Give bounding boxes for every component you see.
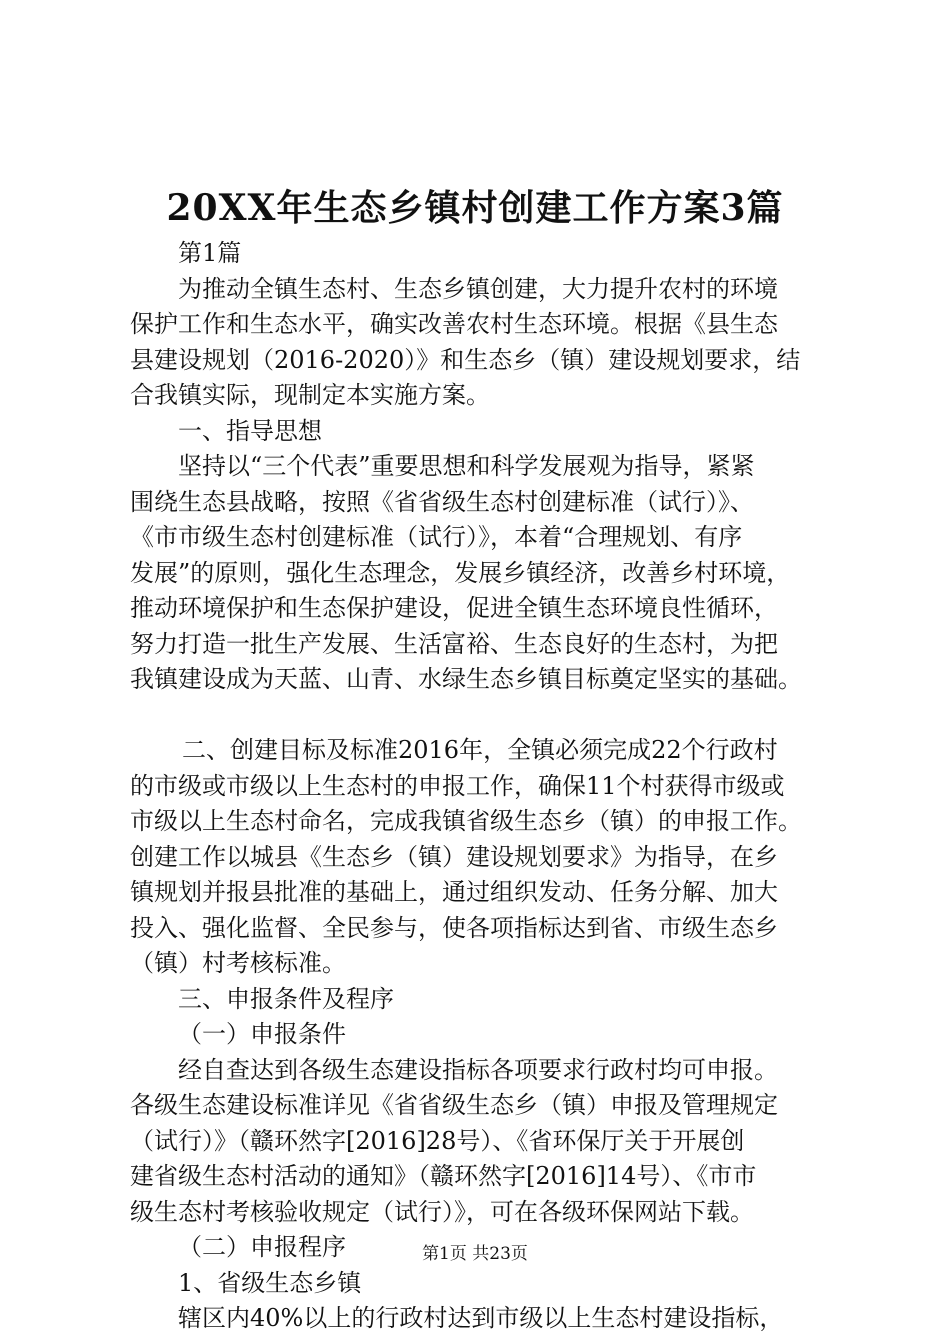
paragraph-line: （试行）》（赣环然字[2016]28号）、《省环保厅关于开展创 — [130, 1126, 745, 1155]
paragraph-line: 保护工作和生态水平，确实改善农村生态环境。根据《县生态 — [130, 310, 778, 338]
subheading-procedure: （二）申报程序 — [178, 1233, 346, 1261]
heading-application-conditions: 三、申报条件及程序 — [178, 984, 394, 1013]
paragraph-line: 为推动全镇生态村、生态乡镇创建，大力提升农村的环境 — [178, 274, 778, 303]
paragraph-line: 经自查达到各级生态建设指标各项要求行政村均可申报。 — [178, 1055, 778, 1084]
paragraph-line: 围绕生态县战略，按照《省省级生态村创建标准（试行）》、 — [130, 487, 754, 516]
paragraph-line: 努力打造一批生产发展、生活富裕、生态良好的生态村，为把 — [130, 629, 778, 658]
document-title: 20XX年生态乡镇村创建工作方案3篇 — [166, 187, 784, 229]
blank-line — [130, 698, 842, 734]
paragraph-line: 的市级或市级以上生态村的申报工作，确保11个村获得市级或 — [130, 771, 785, 800]
paragraph-line: 镇规划并报县批准的基础上，通过组织发动、任务分解、加大 — [130, 878, 778, 906]
paragraph-line: 坚持以“三个代表”重要思想和科学发展观为指导，紧紧 — [178, 452, 755, 480]
paragraph-line: 发展”的原则，强化生态理念，发展乡镇经济，改善乡村环境， — [130, 558, 791, 587]
paragraph-line: 建省级生态村活动的通知》（赣环然字[2016]14号）、《市市 — [130, 1162, 757, 1190]
section-label-part-1: 第1篇 — [178, 239, 242, 267]
heading-goals-standards: 二、创建目标及标准2016年，全镇必须完成22个行政村 — [182, 736, 778, 764]
page-number-footer: 第1页 共23页 — [422, 1244, 528, 1264]
subheading-provincial-township: 1、省级生态乡镇 — [178, 1268, 362, 1297]
paragraph-line: 县建设规划（2016-2020）》和生态乡（镇）建设规划要求，结 — [130, 345, 801, 374]
paragraph-line: 合我镇实际，现制定本实施方案。 — [130, 381, 490, 409]
paragraph-line: 《市市级生态村创建标准（试行）》，本着“合理规划、有序 — [130, 523, 743, 551]
document-body — [130, 236, 842, 1337]
paragraph-line: 创建工作以城县《生态乡（镇）建设规划要求》为指导，在乡 — [130, 842, 778, 871]
paragraph-line: 各级生态建设标准详见《省省级生态乡（镇）申报及管理规定 — [130, 1091, 778, 1119]
paragraph-line: 我镇建设成为天蓝、山青、水绿生态乡镇目标奠定坚实的基础。 — [130, 665, 802, 693]
paragraph-line: （镇）村考核标准。 — [130, 949, 346, 977]
paragraph-line: 级生态村考核验收规定（试行）》，可在各级环保网站下载。 — [130, 1197, 754, 1226]
subheading-conditions: （一）申报条件 — [178, 1020, 346, 1048]
heading-guiding-ideology: 一、指导思想 — [178, 416, 322, 445]
paragraph-line: 推动环境保护和生态保护建设，促进全镇生态环境良性循环， — [130, 594, 778, 622]
paragraph-line: 市级以上生态村命名，完成我镇省级生态乡（镇）的申报工作。 — [130, 807, 802, 835]
paragraph-line: 投入、强化监督、全民参与，使各项指标达到省、市级生态乡 — [130, 913, 778, 942]
paragraph-line: 辖区内40%以上的行政村达到市级以上生态村建设指标， — [178, 1304, 784, 1332]
